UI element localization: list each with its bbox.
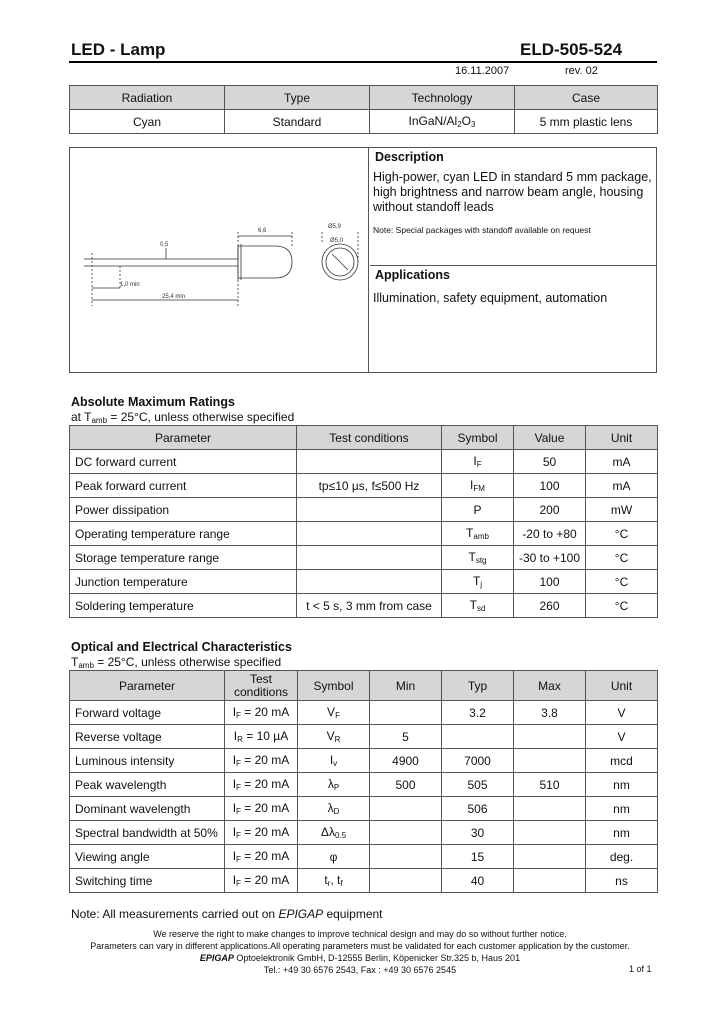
summary-header: Radiation xyxy=(70,86,225,110)
amr-parameter: Peak forward current xyxy=(70,474,297,498)
oec-unit: ns xyxy=(586,869,658,893)
oec-condition: $I_F = 20$ mA xyxy=(225,797,298,821)
oec-symbol: $t_r$, $t_f$ xyxy=(298,869,370,893)
part-number: ELD-505-524 xyxy=(520,40,623,59)
table-row xyxy=(70,498,658,522)
summary-radiation: Cyan xyxy=(70,110,225,134)
oec-min: 4900 xyxy=(370,749,442,773)
amr-symbol: $I_F$ xyxy=(442,450,514,474)
description-box xyxy=(69,147,657,373)
amr-condition: tp≤10 µs, f≤500 Hz xyxy=(297,474,442,498)
amr-symbol: $T_{amb}$ xyxy=(442,522,514,546)
oec-max: 3.8 xyxy=(514,701,586,725)
oec-max xyxy=(514,797,586,821)
oec-min xyxy=(370,797,442,821)
oec-header: Test conditions xyxy=(225,671,298,701)
oec-title: Optical and Electrical Characteristics xyxy=(71,640,292,654)
description-heading: Description xyxy=(375,150,444,164)
oec-condition: $I_F = 20$ mA xyxy=(225,845,298,869)
oec-header: Unit xyxy=(586,671,658,701)
oec-typ: 7000 xyxy=(442,749,514,773)
amr-value: 100 xyxy=(514,474,586,498)
oec-max xyxy=(514,869,586,893)
title-rule xyxy=(69,61,657,63)
oec-typ: 506 xyxy=(442,797,514,821)
oec-min: 500 xyxy=(370,773,442,797)
dim-diameter: Ø5,0 xyxy=(330,238,344,244)
oec-parameter: Forward voltage xyxy=(70,701,225,725)
footer-parameters: Parameters can vary in different applications.All operating parameters must be validated for each customer application by the customer. xyxy=(90,941,630,951)
amr-unit: mA xyxy=(586,450,658,474)
amr-condition: t < 5 s, 3 mm from case xyxy=(297,594,442,618)
oec-symbol: $\Delta\lambda_{0.5}$ xyxy=(298,821,370,845)
oec-min xyxy=(370,869,442,893)
oec-parameter: Viewing angle xyxy=(70,845,225,869)
oec-typ xyxy=(442,725,514,749)
description-panel xyxy=(370,148,656,372)
oec-header: Min xyxy=(370,671,442,701)
oec-parameter: Spectral bandwidth at 50% xyxy=(70,821,225,845)
oec-unit: deg. xyxy=(586,845,658,869)
table-row xyxy=(70,570,658,594)
amr-symbol: P xyxy=(442,498,514,522)
amr-condition xyxy=(297,546,442,570)
oec-symbol: $\lambda_P$ xyxy=(298,773,370,797)
amr-table xyxy=(69,425,658,618)
oec-min: 5 xyxy=(370,725,442,749)
applications-text: Illumination, safety equipment, automation xyxy=(373,291,608,305)
oec-max: 510 xyxy=(514,773,586,797)
oec-header: Max xyxy=(514,671,586,701)
table-row xyxy=(70,701,658,725)
oec-condition: $I_F = 20$ mA xyxy=(225,869,298,893)
footer-contact: Tel.: +49 30 6576 2543, Fax : +49 30 6576 2545 xyxy=(263,965,457,975)
amr-subtitle: at $T_{amb} = 25^\circ C$, unless otherwise specified xyxy=(71,410,295,425)
table-row xyxy=(70,522,658,546)
oec-typ: 3.2 xyxy=(442,701,514,725)
oec-subtitle: $T_{amb} = 25^\circ C$, unless otherwise specified xyxy=(71,655,282,670)
oec-condition: $I_R = 10$ µA xyxy=(225,725,298,749)
package-drawing xyxy=(70,148,369,372)
oec-header: Symbol xyxy=(298,671,370,701)
table-row xyxy=(70,749,658,773)
amr-parameter: Power dissipation xyxy=(70,498,297,522)
amr-symbol: $I_{FM}$ xyxy=(442,474,514,498)
oec-symbol: $\lambda_D$ xyxy=(298,797,370,821)
oec-unit: V xyxy=(586,701,658,725)
oec-min xyxy=(370,701,442,725)
doc-revision: rev. 02 xyxy=(565,65,598,77)
amr-condition xyxy=(297,450,442,474)
doc-date: 16.11.2007 xyxy=(455,65,510,77)
oec-parameter: Dominant wavelength xyxy=(70,797,225,821)
amr-title: Absolute Maximum Ratings xyxy=(71,395,235,409)
description-text: High-power, cyan LED in standard 5 mm package, high brightness and narrow beam angle, housing without standoff leads xyxy=(373,170,652,214)
summary-table xyxy=(69,85,658,134)
amr-header: Test conditions xyxy=(297,426,442,450)
oec-typ: 15 xyxy=(442,845,514,869)
oec-header: Typ xyxy=(442,671,514,701)
amr-header: Value xyxy=(514,426,586,450)
oec-unit: V xyxy=(586,725,658,749)
applications-heading: Applications xyxy=(375,268,451,282)
oec-condition: $I_F = 20$ mA xyxy=(225,701,298,725)
oec-unit: nm xyxy=(586,821,658,845)
oec-typ: 505 xyxy=(442,773,514,797)
amr-unit: mA xyxy=(586,474,658,498)
oec-typ: 40 xyxy=(442,869,514,893)
oec-unit: nm xyxy=(586,797,658,821)
measurement-note: Note: All measurements carried out on EPIGAP equipment xyxy=(71,907,383,921)
oec-parameter: Peak wavelength xyxy=(70,773,225,797)
amr-value: 200 xyxy=(514,498,586,522)
summary-technology: InGaN/$Al_2O_3$ xyxy=(370,110,515,134)
oec-table xyxy=(69,670,658,893)
oec-typ: 30 xyxy=(442,821,514,845)
amr-header: Unit xyxy=(586,426,658,450)
amr-unit: °C xyxy=(586,570,658,594)
oec-min xyxy=(370,845,442,869)
amr-value: -30 to +100 xyxy=(514,546,586,570)
doc-title: LED - Lamp xyxy=(71,40,166,59)
oec-header: Parameter xyxy=(70,671,225,701)
oec-symbol: $V_F$ xyxy=(298,701,370,725)
oec-condition: $I_F = 20$ mA xyxy=(225,773,298,797)
amr-unit: °C xyxy=(586,594,658,618)
oec-max xyxy=(514,725,586,749)
table-row xyxy=(70,450,658,474)
oec-max xyxy=(514,821,586,845)
amr-symbol: $T_{stg}$ xyxy=(442,546,514,570)
amr-symbol: $T_j$ xyxy=(442,570,514,594)
table-row xyxy=(70,797,658,821)
dim-lead: 1,0 min xyxy=(120,282,140,288)
amr-parameter: DC forward current xyxy=(70,450,297,474)
table-row xyxy=(70,546,658,570)
oec-parameter: Reverse voltage xyxy=(70,725,225,749)
footer-address: EPIGAP Optoelektronik GmbH, D-12555 Berlin, Köpenicker Str.325 b, Haus 201 xyxy=(199,953,521,963)
summary-type: Standard xyxy=(225,110,370,134)
amr-header: Symbol xyxy=(442,426,514,450)
table-row xyxy=(70,725,658,749)
oec-symbol: $I_v$ xyxy=(298,749,370,773)
table-row xyxy=(70,821,658,845)
dim-length: 6,6 xyxy=(258,228,267,234)
table-row xyxy=(70,869,658,893)
amr-parameter: Storage temperature range xyxy=(70,546,297,570)
amr-header: Parameter xyxy=(70,426,297,450)
amr-value: 50 xyxy=(514,450,586,474)
amr-parameter: Soldering temperature xyxy=(70,594,297,618)
amr-condition xyxy=(297,498,442,522)
table-row xyxy=(70,773,658,797)
oec-condition: $I_F = 20$ mA xyxy=(225,821,298,845)
amr-value: 260 xyxy=(514,594,586,618)
table-row xyxy=(70,845,658,869)
led-outline-drawing xyxy=(70,148,369,372)
page-number: 1 of 1 xyxy=(629,964,652,974)
amr-unit: °C xyxy=(586,546,658,570)
dim-diameter-outer: Ø5,9 xyxy=(328,224,342,230)
summary-header: Type xyxy=(225,86,370,110)
summary-case: 5 mm plastic lens xyxy=(515,110,658,134)
summary-header: Technology xyxy=(370,86,515,110)
oec-parameter: Luminous intensity xyxy=(70,749,225,773)
oec-unit: mcd xyxy=(586,749,658,773)
oec-max xyxy=(514,749,586,773)
table-row xyxy=(70,474,658,498)
amr-condition xyxy=(297,522,442,546)
oec-unit: nm xyxy=(586,773,658,797)
description-note: Note: Special packages with standoff available on request xyxy=(373,225,591,235)
oec-condition: $I_F = 20$ mA xyxy=(225,749,298,773)
footer-disclaimer: We reserve the right to make changes to improve technical design and may do so without further notice. xyxy=(153,929,567,939)
amr-symbol: $T_{sd}$ xyxy=(442,594,514,618)
oec-max xyxy=(514,845,586,869)
table-row xyxy=(70,594,658,618)
dim-total: 25,4 min xyxy=(162,294,186,300)
oec-symbol: φ xyxy=(298,845,370,869)
dim-pitch: 0,5 xyxy=(160,242,169,248)
oec-symbol: $V_R$ xyxy=(298,725,370,749)
amr-unit: mW xyxy=(586,498,658,522)
amr-unit: °C xyxy=(586,522,658,546)
amr-value: -20 to +80 xyxy=(514,522,586,546)
amr-condition xyxy=(297,570,442,594)
oec-min xyxy=(370,821,442,845)
amr-parameter: Operating temperature range xyxy=(70,522,297,546)
summary-header: Case xyxy=(515,86,658,110)
amr-parameter: Junction temperature xyxy=(70,570,297,594)
oec-parameter: Switching time xyxy=(70,869,225,893)
amr-value: 100 xyxy=(514,570,586,594)
